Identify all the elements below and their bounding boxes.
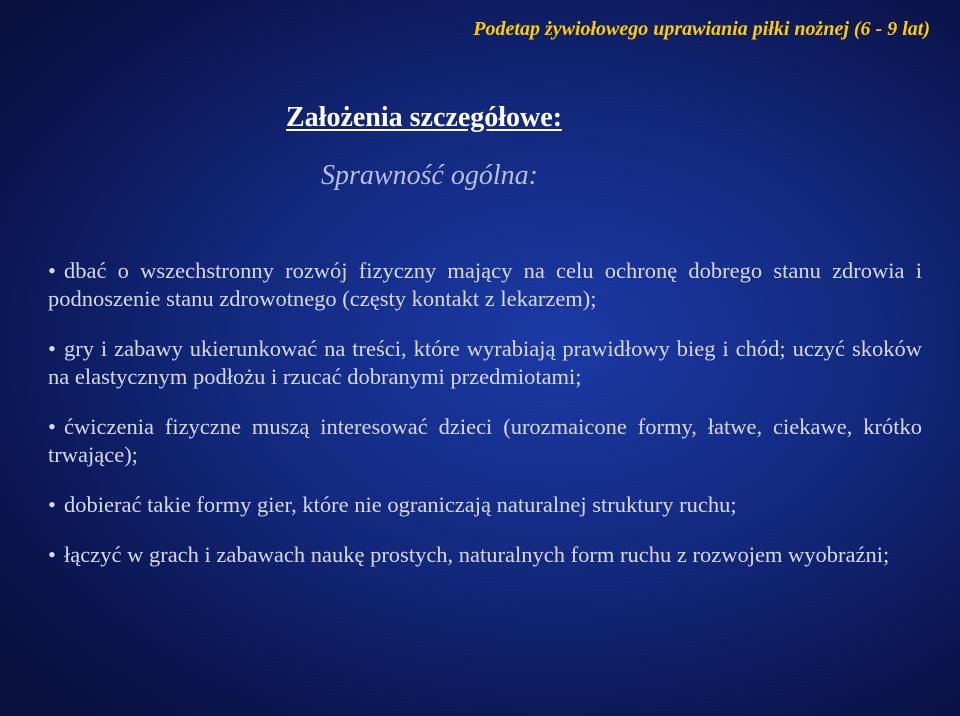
slide-subtitle: Sprawność ogólna: [321, 160, 538, 191]
list-item-text: gry i zabawy ukierunkować na treści, które wyrabiają prawidłowy bieg i chód; uczyć skoków na elastycznym podłożu i rzucać dobranymi przedmiotami; [48, 336, 922, 389]
bullet-icon: • [48, 492, 56, 517]
list-item-text: ćwiczenia fizyczne muszą interesować dzieci (urozmaicone formy, łatwe, ciekawe, krótko trwające); [48, 414, 922, 467]
bullet-icon: • [48, 336, 56, 361]
slide-header: Podetap żywiołowego uprawiania piłki nożnej (6 - 9 lat) [473, 18, 930, 40]
list-item [48, 491, 922, 519]
bullet-icon: • [48, 542, 56, 567]
list-item-text: dbać o wszechstronny rozwój fizyczny mający na celu ochronę dobrego stanu zdrowia i podnoszenie stanu zdrowotnego (częsty kontakt z lekarzem); [48, 258, 922, 311]
list-item-text: łączyć w grach i zabawach naukę prostych, naturalnych form ruchu z rozwojem wyobraźni; [64, 542, 890, 567]
bullet-icon: • [48, 258, 56, 283]
list-item [48, 257, 922, 313]
list-item [48, 335, 922, 391]
bullet-list [48, 257, 922, 591]
bullet-icon: • [48, 414, 56, 439]
list-item [48, 541, 922, 569]
list-item [48, 413, 922, 469]
slide-title: Założenia szczegółowe: [286, 102, 563, 133]
list-item-text: dobierać takie formy gier, które nie ograniczają naturalnej struktury ruchu; [64, 492, 737, 517]
